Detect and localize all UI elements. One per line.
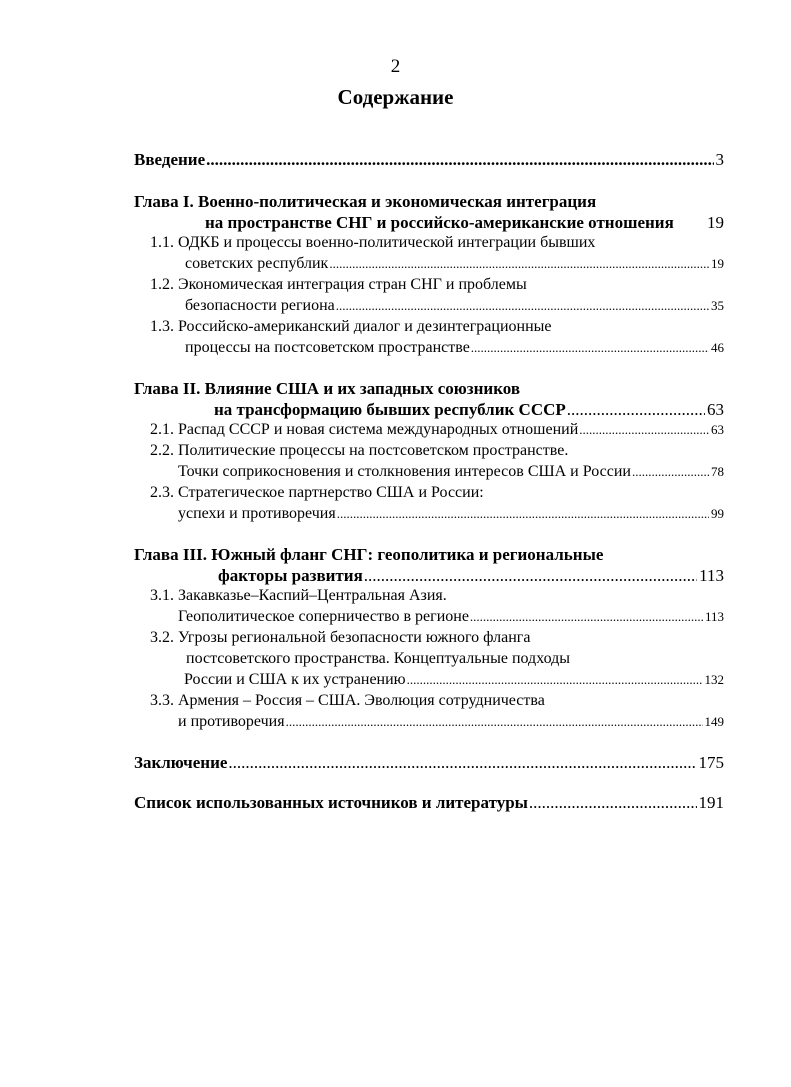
section-1-1-page: 19 [711,256,724,271]
section-2-3-page: 99 [711,506,724,521]
toc-entry-chapter-1[interactable] [134,213,724,234]
section-3-3-page: 149 [704,714,724,729]
chapter-1-title: Глава I. Военно-политическая и экономическая интеграция [134,192,597,211]
toc-entry-2-1[interactable] [134,421,724,442]
section-3-2-title-end: России и США к их устранению [184,671,406,688]
chapter-1-page: 19 [707,213,724,232]
section-1-2-page: 35 [711,298,724,313]
section-3-1-page: 113 [704,609,724,624]
section-1-2-title-cont: безопасности региона [185,297,335,314]
section-1-1-title-cont: советских республик [185,255,329,272]
chapter-3-page: 113 [699,566,724,585]
section-3-3-title-cont: и противоречия [178,713,285,730]
dot-leader [364,566,697,586]
section-2-3-title-cont: успехи и противоречия [178,505,336,522]
section-3-2-title: 3.2. Угрозы региональной безопасности южного фланга [150,629,531,646]
chapter-2-page: 63 [707,400,724,419]
section-2-2-title-cont: Точки соприкосновения и столкновения интересов США и России [178,463,631,480]
chapter-2-title-cont: на трансформацию бывших республик СССР [214,400,566,419]
section-3-1-title: 3.1. Закавказье–Каспий–Центральная Азия. [150,587,447,604]
toc-entry-chapter-3[interactable] [134,566,724,587]
dot-leader [567,400,705,420]
dot-leader [407,672,703,688]
section-1-3-title: 1.3. Российско-американский диалог и дезинтеграционные [150,318,552,335]
toc-intro-page: 3 [715,150,724,169]
dot-leader [228,753,696,773]
toc-entry-3-3[interactable] [134,713,724,734]
dot-leader [329,256,709,272]
section-1-3-page: 46 [711,340,724,355]
chapter-1-title-cont: на пространстве СНГ и российско-американские отношения [205,213,674,232]
section-2-1-page: 63 [711,422,724,437]
dot-leader [632,464,709,480]
dot-leader [470,609,703,625]
toc-entry-1-3[interactable] [134,339,724,360]
dot-leader [337,506,709,522]
section-1-3-title-cont: процессы на постсоветском пространстве [185,339,470,356]
dot-leader [471,340,709,356]
toc-entry-conclusion[interactable] [134,753,724,774]
section-2-1-title: 2.1. Распад СССР и новая система международных отношений [150,421,579,438]
toc-entry-3-2[interactable] [134,671,724,692]
chapter-3-title: Глава III. Южный фланг СНГ: геополитика и региональные [134,545,604,564]
dot-leader [286,714,703,730]
table-of-contents [134,150,724,814]
dot-leader [529,793,697,813]
dot-leader [206,150,713,170]
toc-entry-2-3[interactable] [134,505,724,526]
section-2-2-page: 78 [711,464,724,479]
page-number: 2 [390,56,401,77]
chapter-3-title-cont: факторы развития [218,566,363,585]
section-1-1-title: 1.1. ОДКБ и процессы военно-политической интеграции бывших [150,234,596,251]
toc-entry-3-1[interactable] [134,608,724,629]
section-3-1-title-cont: Геополитическое соперничество в регионе [178,608,469,625]
section-2-2-title: 2.2. Политические процессы на постсоветском пространстве. [150,442,569,459]
toc-conclusion-page: 175 [698,753,724,772]
toc-entry-chapter-2[interactable] [134,400,724,421]
section-3-3-title: 3.3. Армения – Россия – США. Эволюция сотрудничества [150,692,545,709]
section-3-2-page: 132 [704,672,724,687]
toc-conclusion-label: Заключение [134,753,228,772]
toc-intro-label: Введение [134,150,206,169]
toc-entry-intro[interactable] [134,150,724,171]
toc-sources-label: Список использованных источников и литературы [134,793,528,812]
toc-entry-1-1[interactable] [134,255,724,276]
dot-leader [336,298,709,314]
toc-entry-sources[interactable] [134,793,724,814]
section-3-2-title-cont: постсоветского пространства. Концептуальные подходы [186,650,571,667]
section-2-3-title: 2.3. Стратегическое партнерство США и России: [150,484,484,501]
toc-entry-1-2[interactable] [134,297,724,318]
dot-leader [579,422,709,438]
page-title: Содержание [337,85,454,109]
chapter-2-title: Глава II. Влияние США и их западных союзников [134,379,521,398]
toc-entry-2-2[interactable] [134,463,724,484]
toc-sources-page: 191 [698,793,724,812]
section-1-2-title: 1.2. Экономическая интеграция стран СНГ и проблемы [150,276,527,293]
